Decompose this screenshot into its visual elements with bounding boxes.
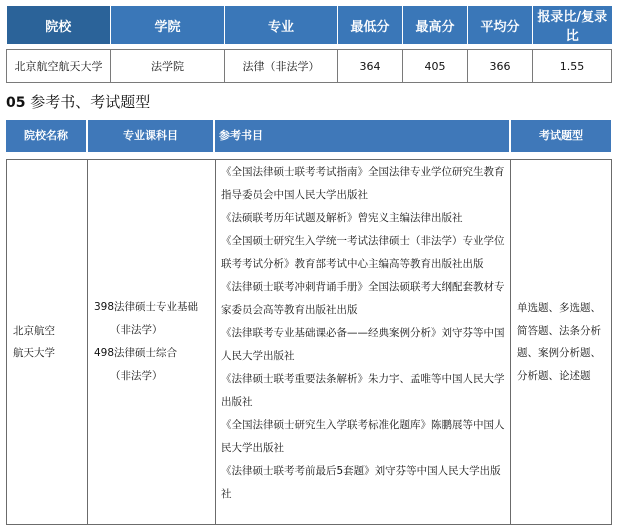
cell-major: 法律（非法学） xyxy=(225,50,338,83)
book-item: 《法律硕士联考重要法条解析》朱力宇、孟唯等中国人民大学出版社 xyxy=(221,373,505,408)
cell-avg-score: 366 xyxy=(468,50,533,83)
subject-line: （非法学） xyxy=(110,324,163,336)
header-books: 参考书目 xyxy=(215,120,509,152)
header-avg-score: 平均分 xyxy=(468,6,533,44)
header-school-name: 院校名称 xyxy=(6,120,86,152)
exam-type-line: 题、案例分析题、 xyxy=(517,347,601,359)
header-major: 专业 xyxy=(225,6,338,44)
subject-line: 498法律硕士综合 xyxy=(94,347,178,359)
book-item: 《法律硕士联考冲刺背诵手册》全国法硕联考大纲配套教材专家委员会高等教育出版社出版 xyxy=(221,281,505,316)
book-item: 《法律联考专业基础课必备——经典案例分析》刘守芬等中国人民大学出版社 xyxy=(221,327,505,362)
header-ratio: 报录比/复录比 xyxy=(533,6,612,44)
section-number: 05 xyxy=(6,95,26,111)
book-item: 《全国法律硕士联考考试指南》全国法律专业学位研究生教育指导委员会中国人民大学出版社 xyxy=(221,166,505,201)
cell-school-name xyxy=(7,160,88,525)
cell-exam-types xyxy=(511,160,612,525)
header-max-score: 最高分 xyxy=(403,6,468,44)
book-item: 《法律硕士联考考前最后5套题》刘守芬等中国人民大学出版社 xyxy=(221,465,501,500)
score-table xyxy=(6,6,612,83)
book-table xyxy=(6,159,612,525)
header-min-score: 最低分 xyxy=(338,6,403,44)
subject-line: 398法律硕士专业基础 xyxy=(94,301,199,313)
exam-type-line: 简答题、法条分析 xyxy=(517,324,601,337)
header-exam-types: 考试题型 xyxy=(511,120,611,152)
subject-line: （非法学） xyxy=(110,370,163,382)
cell-school: 北京航空航天大学 xyxy=(7,50,111,83)
book-item: 《全国硕士研究生入学统一考试法律硕士（非法学）专业学位联考考试分析》教育部考试中心主编高等教育出版社出版 xyxy=(221,235,505,270)
cell-college: 法学院 xyxy=(111,50,225,83)
header-subjects: 专业课科目 xyxy=(88,120,213,152)
cell-ratio: 1.55 xyxy=(533,50,612,83)
table-row xyxy=(7,50,612,83)
score-table-header xyxy=(7,6,612,44)
section-title: 参考书、考试题型 xyxy=(30,93,151,111)
cell-min-score: 364 xyxy=(338,50,403,83)
header-school: 院校 xyxy=(7,6,111,44)
school-name: 北京航空航天大学 xyxy=(13,325,55,359)
exam-type-line: 单选题、多选题、 xyxy=(517,302,601,314)
cell-subjects xyxy=(88,160,216,525)
header-college: 学院 xyxy=(111,6,225,44)
book-item: 《全国法律硕士研究生入学联考标准化题库》陈鹏展等中国人民大学出版社 xyxy=(221,419,505,454)
book-item: 《法硕联考历年试题及解析》曾宪义主编法律出版社 xyxy=(221,212,463,224)
section-heading xyxy=(6,89,150,115)
cell-max-score: 405 xyxy=(403,50,468,83)
book-table-header xyxy=(6,120,611,152)
table-row xyxy=(7,160,612,525)
cell-books xyxy=(216,160,511,525)
exam-type-line: 分析题、论述题 xyxy=(517,369,591,382)
